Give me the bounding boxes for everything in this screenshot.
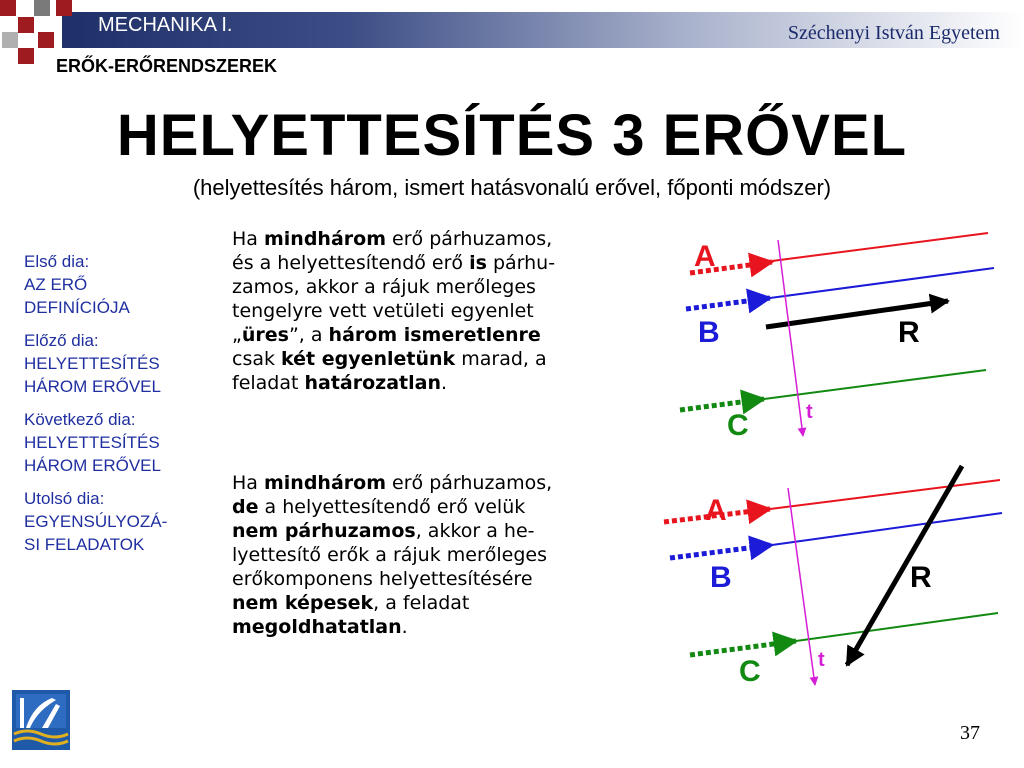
nav-link-caption: Következő dia: [24,410,136,429]
nav-link-label: HÁROM ERŐVEL [24,377,161,396]
text-segment: „ [232,324,242,346]
text-segment: marad, a [455,348,547,370]
text-segment: . [401,616,408,638]
emphasized-text: üres [241,324,289,346]
emphasized-text: nem párhuzamos [232,520,416,542]
nav-link-caption: Előző dia: [24,331,99,350]
emphasized-text: is [469,252,487,274]
emphasized-text: három ismeretlenre [328,324,541,346]
text-segment: lyettesítő erők a rájuk merőleges [232,544,548,566]
label-a: A [694,240,716,273]
nav-link-label: EGYENSÚLYOZÁ- [24,512,168,531]
label-b: B [710,561,732,594]
university-name: Széchenyi István Egyetem [787,22,1000,44]
emphasized-text: két egyenletünk [281,348,456,370]
university-logo [12,690,70,750]
nav-link-label: SI FELADATOK [24,535,145,554]
text-segment: és a helyettesítendő erő [232,252,470,274]
line-of-action-a [772,233,988,261]
line-of-action-c [796,613,998,641]
nav-link-caption: Első dia: [24,252,90,271]
nav-link-label: AZ ERŐ [24,275,88,294]
label-r: R [910,561,932,594]
emphasized-text: de [232,496,259,518]
text-segment: . [441,372,448,394]
force-arrow-c [690,641,796,655]
diagram-nonparallel [664,466,1002,688]
text-segment: a helyettesítendő erő velük [258,496,526,518]
course-title: MECHANIKA I. [98,14,233,36]
resultant-arrow-r [847,466,962,665]
text-segment: erő párhuzamos, [386,228,553,250]
emphasized-text: nem képesek [232,592,374,614]
label-a: A [705,494,727,527]
label-r: R [898,316,920,349]
nav-link-caption: Utolsó dia: [24,489,105,508]
text-segment: erőkomponens helyettesítésére [232,568,533,590]
text-segment: csak [232,348,282,370]
nav-link-label: HELYETTESÍTÉS [24,354,160,373]
label-t: t [806,401,813,423]
section-title: ERŐK-ERŐRENDSZEREK [56,56,278,76]
emphasized-text: mindhárom [263,472,386,494]
nav-link-label: DEFINÍCIÓJA [24,298,130,317]
label-t: t [818,649,825,671]
label-c: C [727,409,749,442]
text-segment: tengelyre vett vetületi egyenlet [232,300,534,322]
slide-title: HELYETTESÍTÉS 3 ERŐVEL [116,103,908,168]
nav-link-label: HÁROM ERŐVEL [24,456,161,475]
label-c: C [739,655,761,688]
line-of-action-b [772,513,1002,545]
text-segment: Ha [232,472,264,494]
text-segment: , akkor a he- [415,520,535,542]
force-arrow-c [680,399,764,410]
page-number: 37 [960,722,980,744]
nav-link-label: HELYETTESÍTÉS [24,433,160,452]
line-of-action-b [770,268,994,298]
emphasized-text: megoldhatatlan [232,616,402,638]
line-of-action-a [770,480,1000,509]
text-segment: , a feladat [373,592,470,614]
diagram-parallel [680,233,994,442]
text-segment: erő párhuzamos, [386,472,553,494]
label-b: B [698,316,720,349]
resultant-arrow-r [766,301,948,327]
text-segment: párhu- [486,252,556,274]
text-segment: feladat [232,372,305,394]
slide-subtitle: (helyettesítés három, ismert hatásvonalú erővel, főponti módszer) [192,175,832,200]
axis-t [788,488,815,685]
emphasized-text: határozatlan [304,372,441,394]
text-segment: ”, a [288,324,329,346]
text-segment: Ha [232,228,264,250]
force-arrow-b [686,298,770,309]
emphasized-text: mindhárom [263,228,386,250]
axis-t [778,240,803,436]
text-segment: zamos, akkor a rájuk merőleges [232,276,536,298]
force-arrow-b [670,545,772,558]
